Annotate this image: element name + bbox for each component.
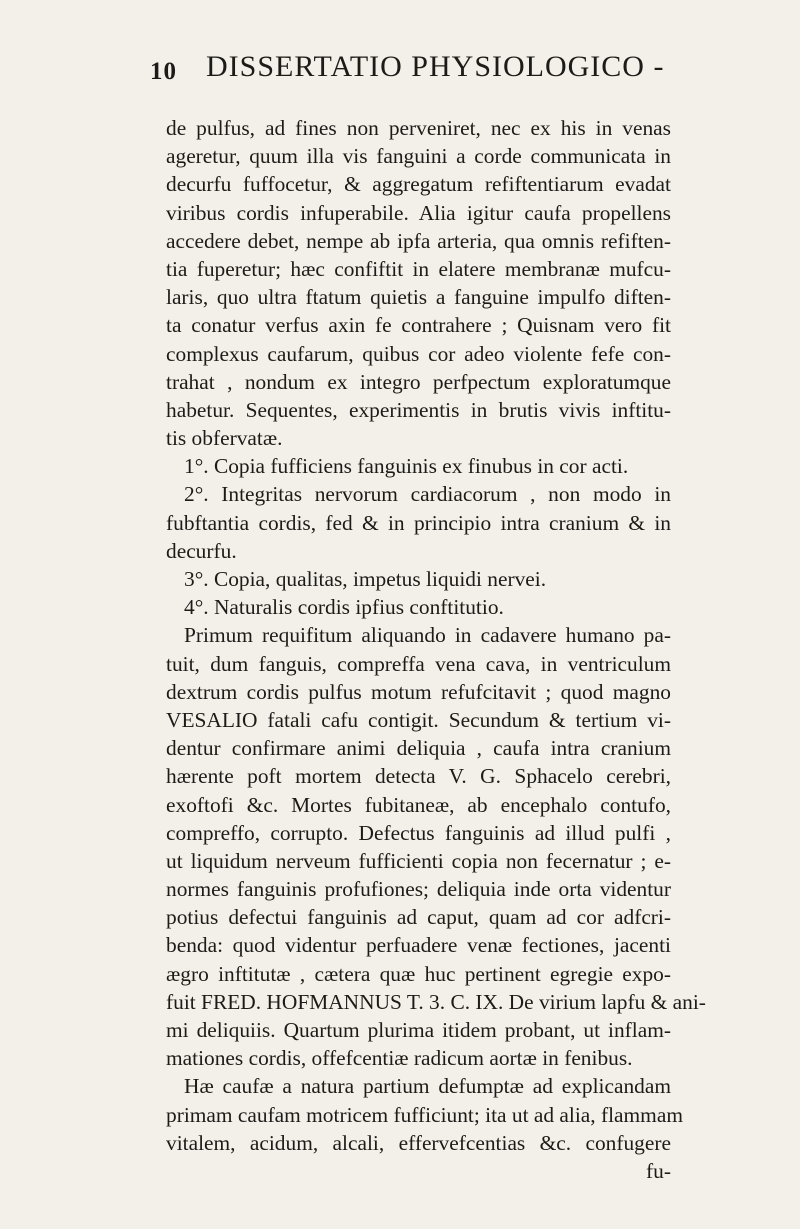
text-line: vitalem, acidum, alcali, effervefcentias &c. confugere (166, 1130, 671, 1155)
text-line: compreffo, corrupto. Defectus fanguinis ad illud pulfi , (166, 820, 671, 845)
text-line: de pulfus, ad fines non perveniret, nec ex his in venas (166, 116, 671, 140)
text-line: mi deliquiis. Quartum plurima itidem probant, ut inflam- (166, 1018, 671, 1042)
text-line: dextrum cordis pulfus motum refufcitavit ; quod magno (166, 679, 671, 704)
text-line: fubftantia cordis, fed & in principio intra cranium & in (166, 510, 671, 535)
text-line: Hæ caufæ a natura partium defumptæ ad explicandam (184, 1074, 671, 1099)
text-line: hærente poft mortem detecta V. G. Sphacelo cerebri, (166, 764, 671, 789)
text-line: mationes cordis, offefcentiæ radicum aortæ in fenibus. (166, 1046, 633, 1071)
text-line: primam caufam motricem fufficiunt; ita ut ad alia, flammam (166, 1102, 683, 1127)
text-line: benda: quod videntur perfuadere venæ fectiones, jacenti (166, 933, 671, 958)
text-line: habetur. Sequentes, experimentis in brutis vivis inftitu- (166, 397, 671, 422)
text-line: ægro inftitutæ , cætera quæ huc pertinent egregie expo- (166, 961, 671, 986)
text-line: 1°. Copia fufficiens fanguinis ex finubus in cor acti. (184, 454, 629, 479)
text-line: Primum requifitum aliquando in cadavere humano pa- (184, 623, 671, 648)
text-line: ut liquidum nerveum fufficienti copia non fecernatur ; e- (166, 848, 671, 873)
text-line: fu- (646, 1158, 671, 1183)
running-head: DISSERTATIO PHYSIOLOGICO - (206, 50, 665, 83)
page-number: 10 (150, 58, 177, 85)
text-line: tuit, dum fanguis, compreffa vena cava, in ventriculum (166, 651, 671, 676)
text-line: complexus caufarum, quibus cor adeo violente fefe con- (166, 341, 671, 366)
text-line: VESALIO fatali cafu contigit. Secundum & tertium vi- (166, 707, 671, 732)
text-line: 4°. Naturalis cordis ipfius conftitutio. (184, 595, 504, 620)
text-line: tis obfervatæ. (166, 426, 283, 451)
text-line: ta conatur verfus axin fe contrahere ; Quisnam vero fit (166, 313, 671, 338)
text-line: tia fuperetur; hæc confiftit in elatere membranæ mufcu- (166, 256, 671, 281)
text-line: exoftofi &c. Mortes fubitaneæ, ab encephalo contufo, (166, 792, 671, 817)
text-line: 3°. Copia, qualitas, impetus liquidi nervei. (184, 567, 547, 591)
text-line: laris, quo ultra ftatum quietis a fanguine impulfo diften- (166, 285, 671, 310)
text-line: dentur confirmare animi deliquia , caufa intra cranium (166, 736, 671, 761)
text-line: 2°. Integritas nervorum cardiacorum , non modo in (184, 482, 671, 507)
text-line: ageretur, quum illa vis fanguini a corde communicata in (166, 144, 671, 169)
text-line: decurfu. (166, 538, 237, 563)
text-line: accedere debet, nempe ab ipfa arteria, qua omnis refiften- (166, 228, 671, 253)
body-text (166, 114, 706, 1185)
text-line: potius defectui fanguinis ad caput, quam ad cor adfcri- (166, 905, 671, 930)
page-header (150, 50, 670, 94)
text-line: viribus cordis infuperabile. Alia igitur caufa propellens (166, 200, 671, 225)
text-line: normes fanguinis profufiones; deliquia inde orta videntur (166, 877, 671, 902)
text-line: fuit FRED. HOFMANNUS T. 3. C. IX. De virium lapfu & ani- (166, 989, 706, 1014)
text-line: decurfu fuffocetur, & aggregatum refiftentiarum evadat (166, 172, 671, 197)
text-line: trahat , nondum ex integro perfpectum exploratumque (166, 369, 671, 394)
